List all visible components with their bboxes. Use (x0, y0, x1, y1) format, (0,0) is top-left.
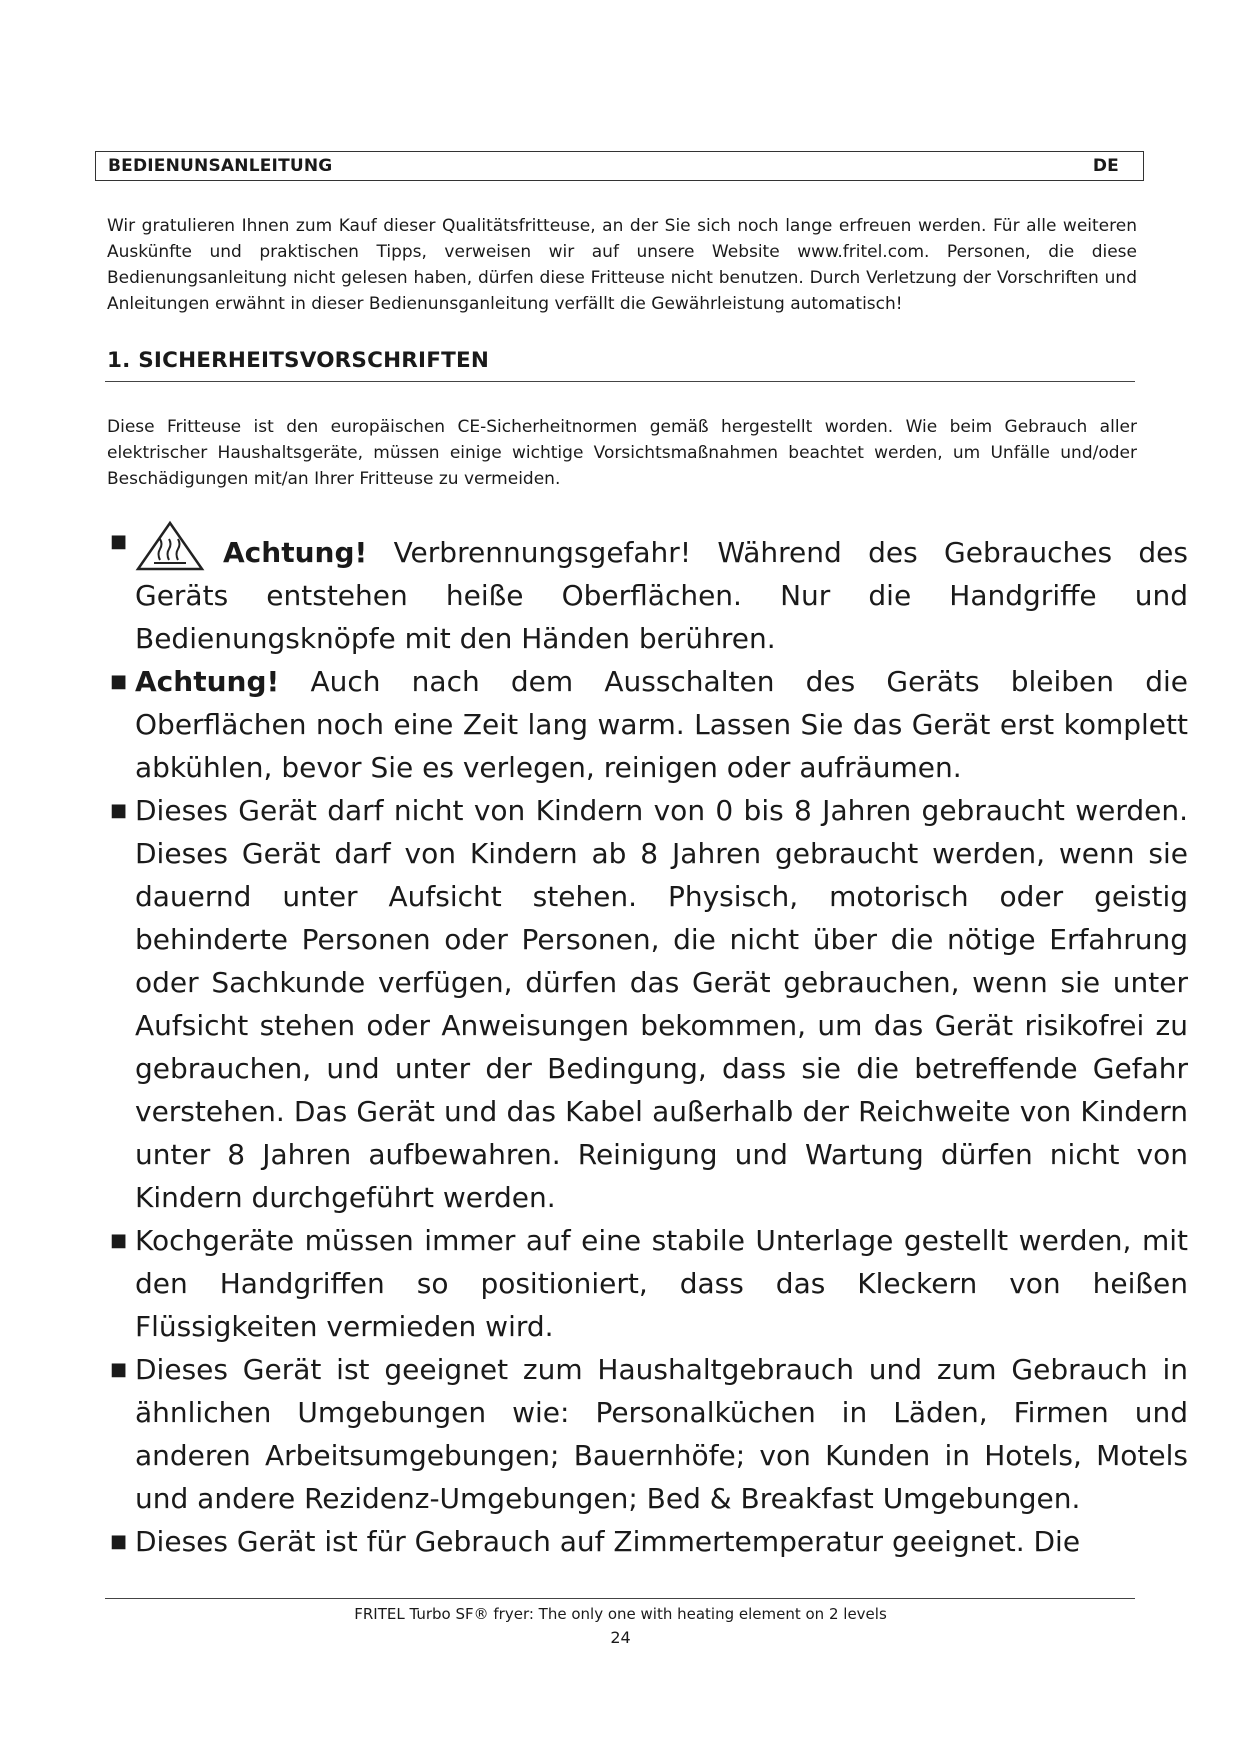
hot-surface-warning-icon (135, 520, 205, 572)
intro-paragraph: Wir gratulieren Ihnen zum Kauf dieser Qualitätsfritteuse, an der Sie sich noch lange erfreuen werden. Für alle weiteren Auskünfte und praktischen Tipps, verweisen wir auf unsere Website www.fritel.com. Personen, die diese Bedienungsanleitung nicht gelesen haben, dürfen diese Fritteuse nicht benutzen. Durch Verletzung der Vorschriften und Anleitungen erwähnt in dieser Bedienunsganleitung verfällt die Gewährleistung automatisch! (107, 216, 1137, 314)
document-header (95, 151, 1144, 181)
rule-text: Dieses Gerät ist für Gebrauch auf Zimmertemperatur geeignet. Die (135, 1525, 1081, 1558)
safety-rules-list (108, 520, 1188, 1563)
list-item (108, 1219, 1188, 1348)
rule-emphasis: Achtung! (135, 665, 280, 698)
footer-text: FRITEL Turbo SF® fryer: The only one with heating element on 2 levels (354, 1605, 887, 1623)
rule-text: Verbrennungsgefahr! Während des Gebrauches des Geräts entstehen heiße Oberflächen. Nur die Handgriffe und Bedienungsknöpfe mit den Händen berühren. (135, 536, 1188, 655)
rule-text: Dieses Gerät ist geeignet zum Haushaltgebrauch und zum Gebrauch in ähnlichen Umgebungen wie: Personalküchen in Läden, Firmen und anderen Arbeitsumgebungen; Bauernhöfe; von Kunden in Hotels, Motels und andere Rezidenz-Umgebungen; Bed & Breakfast Umgebungen. (135, 1353, 1188, 1515)
header-title: BEDIENUNSANLEITUNG (108, 156, 333, 176)
bullet-icon: ■ (110, 1531, 128, 1552)
footer-divider (105, 1598, 1135, 1599)
bullet-icon: ■ (110, 1359, 128, 1380)
rule-emphasis: Achtung! (223, 536, 368, 569)
bullet-icon: ■ (110, 671, 128, 692)
list-item (108, 520, 1188, 660)
section-title: 1. SICHERHEITSVORSCHRIFTEN (107, 348, 490, 373)
list-item (108, 660, 1188, 789)
bullet-icon: ■ (110, 531, 128, 552)
rule-text: Auch nach dem Ausschalten des Geräts bleiben die Oberflächen noch eine Zeit lang warm. Lassen Sie das Gerät erst komplett abkühlen, bevor Sie es verlegen, reinigen oder aufräumen. (135, 665, 1188, 784)
bullet-icon: ■ (110, 1230, 128, 1251)
bullet-icon: ■ (110, 800, 128, 821)
section-paragraph: Diese Fritteuse ist den europäischen CE-Sicherheitnormen gemäß hergestellt worden. Wie beim Gebrauch aller elektrischer Haushaltsgeräte, müssen einige wichtige Vorsichtsmaßnahmen beachtet werden, um Unfälle und/oder Beschädigungen mit/an Ihrer Fritteuse zu vermeiden. (107, 417, 1137, 489)
list-item (108, 789, 1188, 1219)
section-divider (105, 381, 1135, 382)
list-item (108, 1348, 1188, 1520)
header-language: DE (1092, 156, 1119, 176)
rule-text: Dieses Gerät darf nicht von Kindern von 0 bis 8 Jahren gebraucht werden. Dieses Gerät darf von Kindern ab 8 Jahren gebraucht werden, wenn sie dauernd unter Aufsicht stehen. Physisch, motorisch oder geistig behinderte Personen oder Personen, die nicht über die nötige Erfahrung oder Sachkunde verfügen, dürfen das Gerät gebrauchen, wenn sie unter Aufsicht stehen oder Anweisungen bekommen, um das Gerät risikofrei zu gebrauchen, und unter der Bedingung, dass sie die betreffende Gefahr verstehen. Das Gerät und das Kabel außerhalb der Reichweite von Kindern unter 8 Jahren aufbewahren. Reinigung und Wartung dürfen nicht von Kindern durchgeführt werden. (135, 794, 1188, 1214)
list-item (108, 1520, 1188, 1563)
rule-text: Kochgeräte müssen immer auf eine stabile Unterlage gestellt werden, mit den Handgriffen so positioniert, dass das Kleckern von heißen Flüssigkeiten vermieden wird. (135, 1224, 1188, 1343)
page-number: 24 (610, 1628, 631, 1647)
